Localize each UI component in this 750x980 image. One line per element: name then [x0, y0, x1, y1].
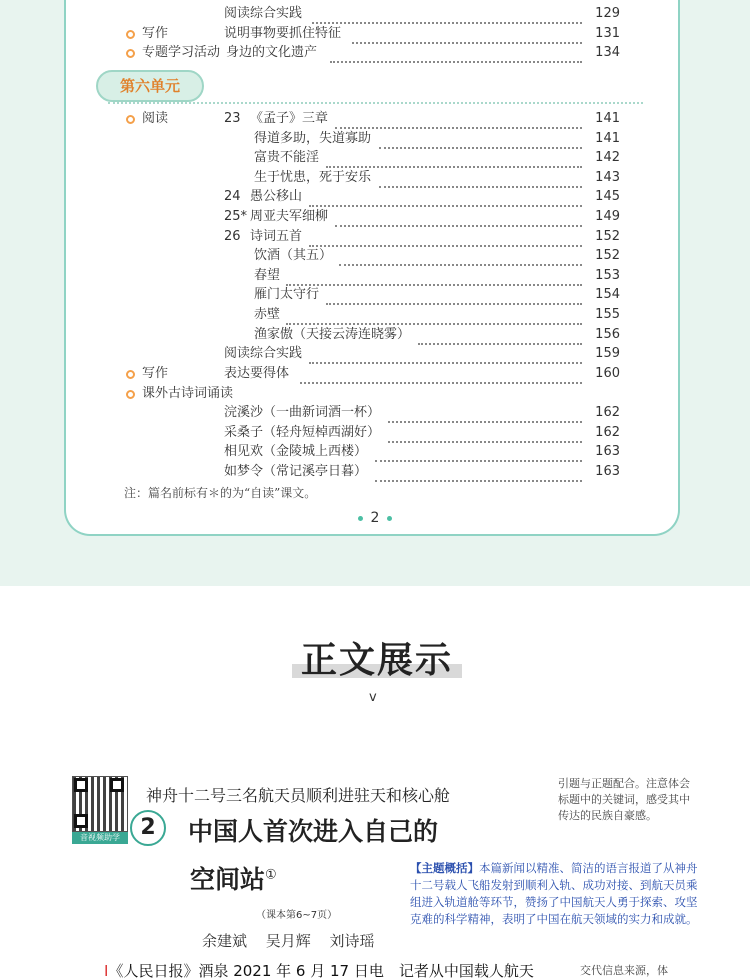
article-title-line2 — [190, 860, 277, 896]
toc-entry-page: 154 — [595, 287, 620, 302]
chevron-down-icon[interactable]: v — [369, 690, 377, 705]
toc-entry-page: 152 — [595, 229, 620, 244]
toc-entry-number: 24 — [224, 189, 241, 204]
toc-entry-page: 163 — [595, 444, 620, 459]
toc-entry-page: 143 — [595, 170, 620, 185]
qr-corner — [74, 778, 88, 792]
toc-entry-number: 26 — [224, 229, 241, 244]
page-number-text: 2 — [370, 510, 380, 526]
leader-dots — [286, 266, 582, 286]
textbook-page-ref: （课本第6~7页） — [256, 910, 338, 921]
toc-entry-title: 生于忧患，死于安乐 — [254, 170, 372, 185]
leader-dots — [312, 4, 582, 24]
toc-entry-page: 156 — [595, 327, 620, 342]
text-marker-icon: I — [104, 962, 109, 980]
leader-dots — [352, 24, 582, 44]
orange-bullet-icon — [126, 49, 135, 58]
orange-bullet-icon — [126, 370, 135, 379]
leader-dots — [309, 344, 582, 364]
leader-dots — [388, 403, 582, 423]
toc-entry-page: 162 — [595, 405, 620, 420]
dot-icon — [358, 516, 363, 521]
toc-category: 专题学习活动 — [142, 45, 221, 60]
toc-entry-page: 141 — [595, 131, 620, 146]
leader-dots — [339, 246, 582, 266]
article-subtitle: 神舟十二号三名航天员顺利进驻天和核心舱 — [146, 786, 451, 805]
footnote-mark: ① — [265, 867, 277, 883]
toc-entry-page: 149 — [595, 209, 620, 224]
toc-entry-title: 渔家傲（天接云涛连晓雾） — [254, 327, 411, 342]
qr-corner — [74, 814, 88, 828]
article-body — [104, 960, 534, 980]
qr-corner — [110, 778, 124, 792]
toc-entry-page: 152 — [595, 248, 620, 263]
leader-dots — [379, 129, 582, 149]
toc-entry-page: 155 — [595, 307, 620, 322]
leader-dots — [286, 305, 582, 325]
leader-dots — [330, 43, 582, 63]
toc-entry-number: 25* — [224, 209, 248, 224]
toc-entry-title: 赤壁 — [254, 307, 281, 322]
leader-dots — [300, 364, 582, 384]
section-title-text: 正文展示 — [300, 640, 453, 681]
orange-bullet-icon — [126, 390, 135, 399]
toc-entry-title: 如梦令（常记溪亭日暮） — [224, 464, 368, 479]
dot-icon — [387, 516, 392, 521]
leader-dots — [418, 325, 582, 345]
toc-entry-title: 诗词五首 — [250, 229, 303, 244]
qr-label: 音视频助学 — [72, 832, 128, 844]
toc-entry-page: 142 — [595, 150, 620, 165]
toc-entry-title: 身边的文化遗产 — [226, 45, 318, 60]
toc-entry-title: 浣溪沙（一曲新词酒一杯） — [224, 405, 381, 420]
toc-entry-title: 得道多助，失道寡助 — [254, 131, 372, 146]
unit-badge: 第六单元 — [96, 70, 204, 102]
leader-dots — [335, 109, 582, 129]
summary-text: 本篇新闻以精准、简洁的语言报道了从神舟十二号载人飞船发射到顺利入轨、成功对接、到航天员乘组进入轨道舱等环节，赞扬了中国航天人勇于探索、攻坚克难的科学精神，表明了中国在航天领域的实力和成就。 — [410, 861, 698, 926]
article-body-text: 《人民日报》酒泉 2021 年 6 月 17 日电 记者从中国载人航天 — [108, 962, 534, 980]
toc-entry-title: 周亚夫军细柳 — [250, 209, 329, 224]
toc-entry-title: 《孟子》三章 — [250, 111, 329, 126]
article-title-line1: 中国人首次进入自己的 — [188, 817, 439, 846]
leader-dots — [309, 227, 582, 247]
unit-divider — [108, 102, 643, 104]
orange-bullet-icon — [126, 30, 135, 39]
toc-entry-title: 采桑子（轻舟短棹西湖好） — [224, 425, 381, 440]
toc-entry-title: 表达要得体 — [224, 366, 290, 381]
leader-dots — [335, 207, 582, 227]
article-title-text: 空间站 — [190, 865, 266, 894]
article-authors: 余建斌 吴月辉 刘诗瑶 — [202, 932, 375, 950]
toc-entry-page: 163 — [595, 464, 620, 479]
toc-entry-page: 162 — [595, 425, 620, 440]
leader-dots — [326, 285, 582, 305]
toc-entry-page: 129 — [595, 6, 620, 21]
toc-entry-title: 阅读综合实践 — [224, 346, 303, 361]
toc-entry-page: 134 — [595, 45, 620, 60]
leader-dots — [309, 187, 582, 207]
toc-entry-title: 阅读综合实践 — [224, 6, 303, 21]
toc-entry-title: 愚公移山 — [250, 189, 303, 204]
toc-entry-number: 23 — [224, 111, 241, 126]
toc-entry-title: 雁门太守行 — [254, 287, 320, 302]
theme-summary — [410, 860, 700, 928]
orange-bullet-icon — [126, 115, 135, 124]
leader-dots — [375, 442, 582, 462]
toc-category-extra: 课外古诗词诵读 — [142, 386, 234, 401]
toc-entry-title: 相见欢（金陵城上西楼） — [224, 444, 368, 459]
page-number — [340, 510, 410, 526]
toc-note: 注：篇名前标有＊的为“自读”课文。 — [124, 486, 317, 500]
toc-entry-page: 145 — [595, 189, 620, 204]
toc-entry-title: 饮酒（其五） — [254, 248, 333, 263]
side-annotation: 引题与正题配合。注意体会标题中的关键词，感受其中传达的民族自豪感。 — [558, 777, 690, 822]
toc-category: 写作 — [142, 366, 169, 381]
toc-category: 写作 — [142, 26, 169, 41]
toc-entry-title: 富贵不能淫 — [254, 150, 320, 165]
side-annotation-2: 交代信息来源，体 — [580, 964, 668, 977]
toc-entry-page: 160 — [595, 366, 620, 381]
toc-entry-page: 153 — [595, 268, 620, 283]
leader-dots — [379, 168, 582, 188]
toc-entry-page: 159 — [595, 346, 620, 361]
toc-entry-page: 131 — [595, 26, 620, 41]
summary-tag: 【主题概括】 — [410, 861, 479, 875]
toc-category-reading: 阅读 — [142, 111, 169, 126]
section-title — [292, 632, 462, 683]
toc-entry-title: 春望 — [254, 268, 281, 283]
leader-dots — [326, 148, 582, 168]
leader-dots — [388, 423, 582, 443]
leader-dots — [375, 462, 582, 482]
toc-entry-title: 说明事物要抓住特征 — [224, 26, 342, 41]
lesson-number-badge: 2 — [130, 810, 166, 846]
toc-entry-page: 141 — [595, 111, 620, 126]
